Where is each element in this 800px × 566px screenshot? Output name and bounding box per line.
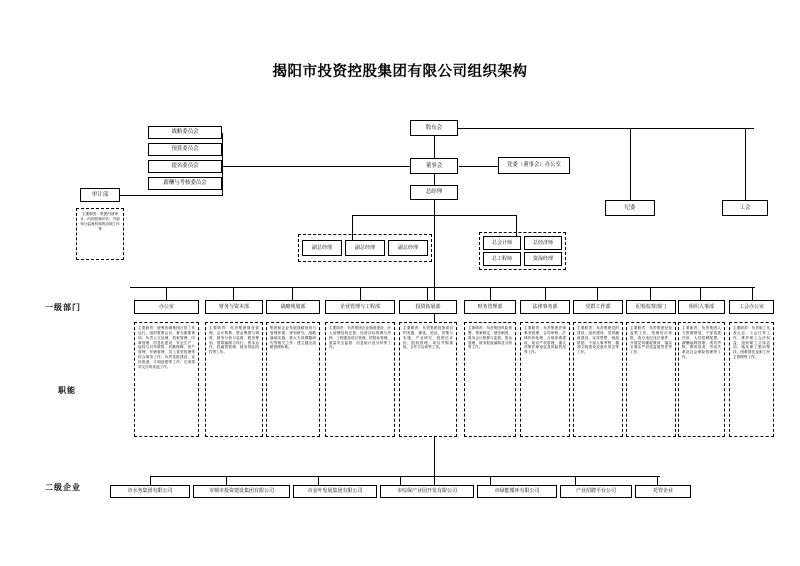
dept-party-work[interactable]: 党群工作部 (573, 300, 623, 314)
row-label-level2: 二级企业 (45, 483, 81, 492)
committee-budget[interactable]: 预算委员会 (148, 143, 222, 156)
node-deputy-gm-3[interactable]: 副总经理 (388, 240, 428, 256)
row-label-duties: 职能 (58, 386, 76, 395)
dept-party-work-desc: 主要职责：负责集团党的建设、组织建设、党风廉政建设、宣传思想、统战群团、干部人事考察、精神文明建设及意识形态等工作。 (573, 322, 623, 437)
node-shareholders[interactable]: 股东会 (410, 120, 458, 136)
connector (226, 476, 227, 485)
subsidiary-1[interactable]: 市水务集团有限公司 (110, 485, 190, 498)
connector (434, 136, 435, 160)
connector (130, 287, 755, 288)
dept-union-office-desc: 主要职责：负责职工代表大会、工会日常工作，维护职工合法权益，组织职工文体活动，落实职工慰问帮扶、困难帮扶及职工民主管理等工作。 (729, 322, 774, 437)
dept-office[interactable]: 办公室 (134, 300, 199, 314)
dept-union-office[interactable]: 工会办公室 (729, 300, 774, 314)
node-discipline-committee[interactable]: 纪委 (605, 200, 655, 216)
connector (459, 166, 498, 167)
node-audit-department[interactable]: 审计部 (80, 188, 120, 202)
node-senior-manager[interactable]: 资深经理 (524, 252, 562, 266)
committee-compensation[interactable]: 薪酬与考核委员会 (148, 177, 222, 190)
row-label-level1: 一级部门 (45, 303, 81, 312)
committee-nomination[interactable]: 提名委员会 (148, 160, 222, 173)
subsidiary-2[interactable]: 市城市投资建设集团有限公司 (193, 485, 290, 498)
connector (575, 476, 576, 485)
connector (222, 133, 223, 196)
dept-legal-affairs[interactable]: 法律事务部 (520, 300, 570, 314)
dept-strategy-planning[interactable]: 战略规划部 (266, 300, 320, 314)
subsidiary-6[interactable]: 产业招聘平台公司 (560, 485, 632, 498)
dept-office-desc: 主要职责：统筹协调集团日常工作运行，组织重要会议，督办重要事项，负责公文处理、档案管理、印章管理、信息化建设、安全生产、接待与对外联络、后勤保障、资产管理、车辆管理、员工食堂管理等综合事务工作；负责党群建设、宣传报道、文明创建等工作；完成领导交办的其他工作。 (134, 322, 199, 437)
dept-discipline-supervision[interactable]: 纪检监察部门 (626, 300, 676, 314)
connector (233, 287, 234, 300)
dept-financial-management-desc: 主要职责：负责集团风险预警、预案制定、财务制度，财务会计核算与监督，资金管理，财务报表编制及分析等工作。 (464, 322, 516, 437)
connector (360, 287, 361, 300)
connector (630, 128, 631, 200)
connector (490, 476, 491, 485)
connector (597, 287, 598, 300)
subsidiary-4[interactable]: 市综保产业园开发有限公司 (380, 485, 474, 498)
connector (700, 287, 701, 300)
connector (120, 195, 222, 196)
dept-investment-development[interactable]: 投资拓展部 (399, 300, 457, 314)
subsidiary-5[interactable]: 市绿能循环有限公司 (477, 485, 557, 498)
dept-financial-management[interactable]: 财务管理部 (464, 300, 516, 314)
connector (545, 287, 546, 300)
subsidiary-7[interactable]: 托管企业 (635, 485, 691, 498)
connector (752, 287, 753, 300)
node-chief-economist[interactable]: 总经济师 (524, 236, 562, 250)
connector (292, 287, 293, 300)
connector (166, 287, 167, 300)
connector (318, 476, 319, 485)
connector (745, 128, 746, 200)
node-deputy-gm-1[interactable]: 副总经理 (302, 240, 342, 256)
dept-investment-development-desc: 主要职责：负责集团投资项目的发掘、筛选、论证、决策与实施，产业研究，投资后评价，股权管理，项目并购重组，合作方洽谈等工作。 (399, 322, 457, 437)
dept-organization-hr[interactable]: 组织人事部 (678, 300, 725, 314)
connector (352, 215, 516, 216)
node-deputy-gm-2[interactable]: 副总经理 (345, 240, 385, 256)
dept-enterprise-engineering-desc: 主要职责：负责集团企业制度建设、法人治理结构完善、经营目标管理与考核、工程建设项目管理、招投标管理、质量安全监督、信息统计及分析等工作。 (325, 322, 395, 437)
node-general-manager[interactable]: 总经理 (410, 185, 458, 200)
dept-legal-affairs-desc: 主要职责：负责集团法律事务管理、合同审核、法律纠纷处理、合规体系建设、知识产权管理、重大决策法律论证及风险防范等工作。 (520, 322, 570, 437)
page-title: 揭阳市投资控股集团有限公司组织架构 (272, 64, 528, 80)
connector (434, 128, 754, 129)
node-board[interactable]: 董事会 (410, 158, 458, 174)
node-union[interactable]: 工会 (722, 200, 768, 216)
dept-finance-capital[interactable]: 财务与资本部 (205, 300, 263, 314)
connector (657, 476, 658, 485)
connector (427, 287, 428, 300)
committee-strategy[interactable]: 战略委员会 (148, 126, 222, 139)
dept-strategy-planning-desc: 集团和企业发展战略规划与管理体系，规划研究、战略落地实施，重大专项课题研究等相关工作；建立健全战略管理体系。 (266, 322, 320, 437)
node-chief-accountant[interactable]: 总会计师 (483, 236, 521, 250)
dept-organization-hr-desc: 主要职责：负责集团人力资源规划、干部选拔任用、人员招聘配置、薪酬福利管理、绩效考核、教育培训、劳动关系及社会保险管理等工作。 (678, 322, 725, 437)
subsidiary-3[interactable]: 市金叶发展集团有限公司 (293, 485, 377, 498)
connector (650, 287, 651, 300)
connector (150, 476, 151, 485)
dept-enterprise-engineering[interactable]: 企业管理与工程部 (325, 300, 395, 314)
audit-department-note: 主要职责：集团内部审计、内部控制评价、外部审计监督机构的协调工作等 (76, 208, 124, 260)
dept-finance-capital-desc: 主要职责：负责集团财务管理、会计核算、资金筹措与调度、财务分析与监督、税务筹划、预算编制与执行、资本运作、投融资管理、财务风险防控等工作。 (205, 322, 263, 437)
node-board-office[interactable]: 党委（董事会）办公室 (498, 157, 570, 174)
connector (490, 287, 491, 300)
node-chief-engineer[interactable]: 总工程师 (483, 252, 521, 266)
connector (222, 166, 412, 167)
connector (400, 476, 401, 485)
dept-discipline-supervision-desc: 主要职责：负责集团纪检监察工作，受理信访举报，查办违纪违法案件，开展党风廉政教育，落实全面从严治党监督责任等工作。 (626, 322, 676, 437)
